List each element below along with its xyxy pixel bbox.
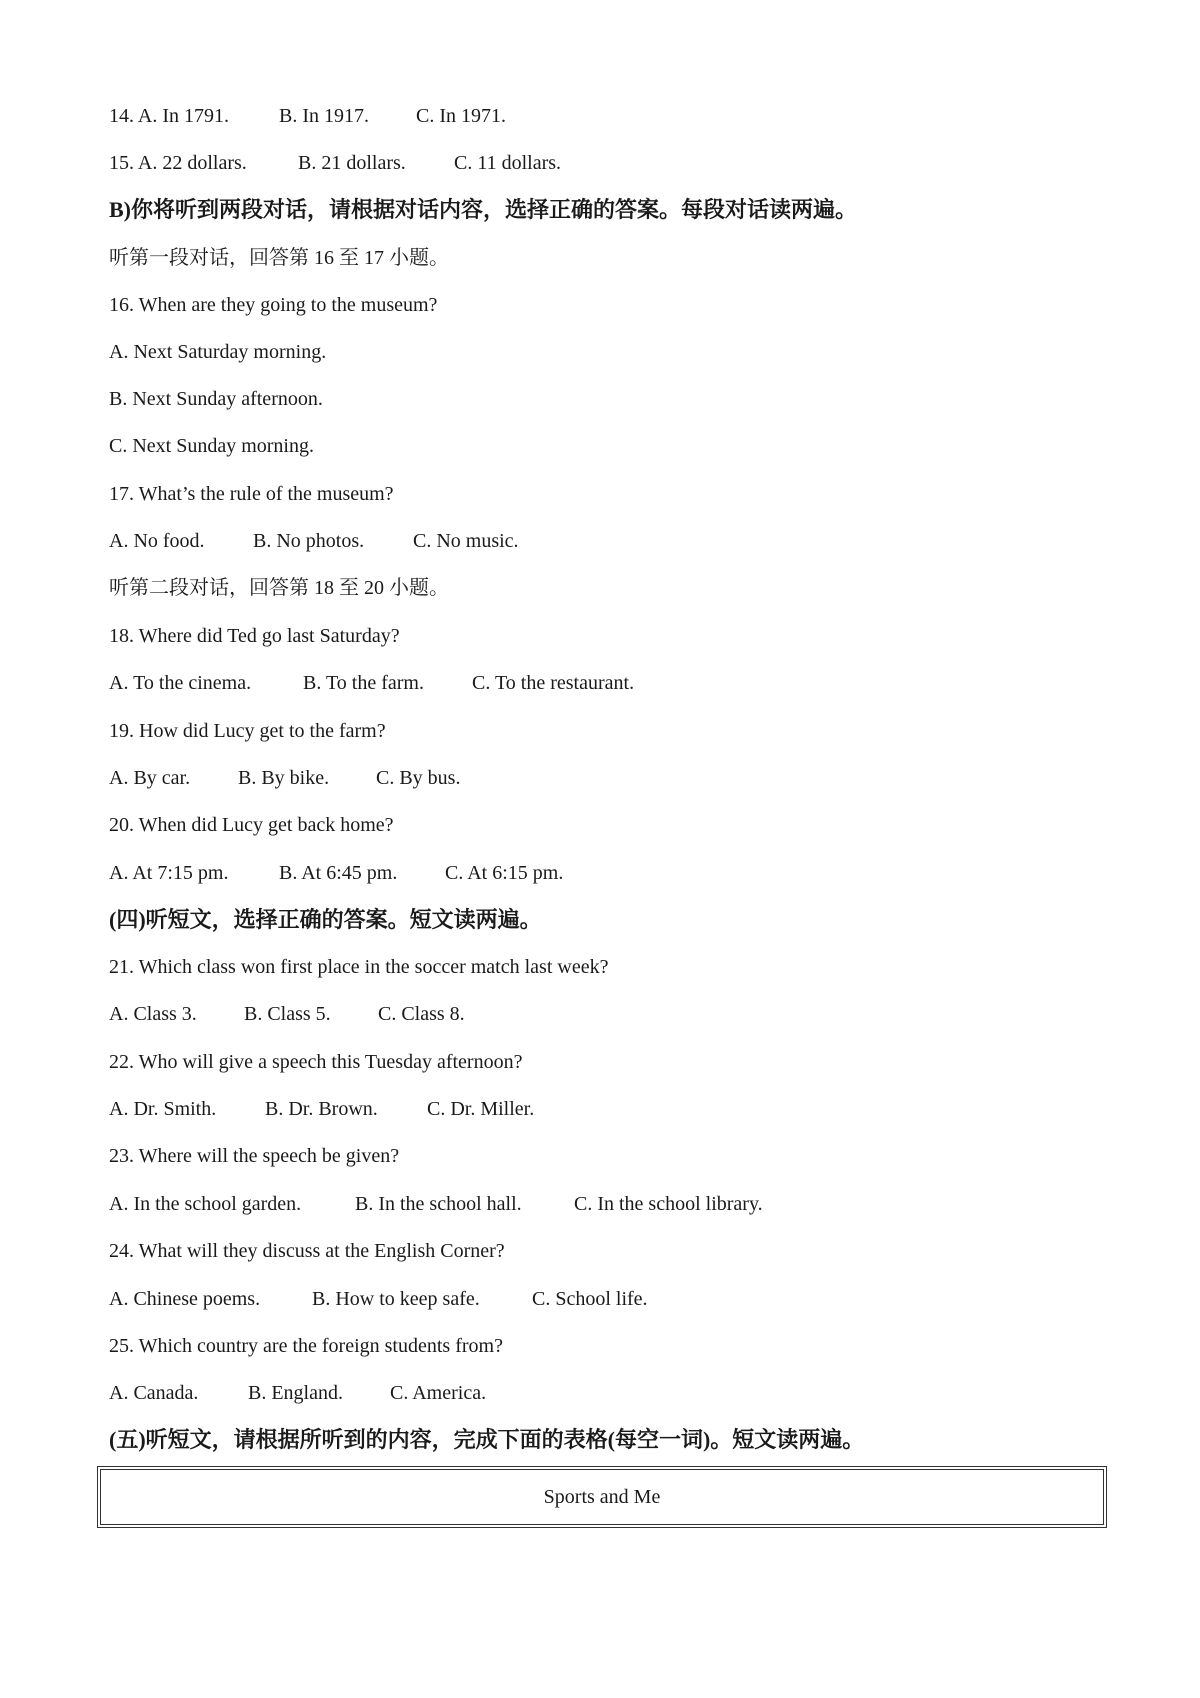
question-23-stem: 23. Where will the speech be given? (109, 1145, 400, 1167)
q18-option-c: C. To the restaurant. (472, 672, 635, 694)
dialogue-1-intro: 听第一段对话，回答第 16 至 17 小题。 (109, 247, 449, 269)
q16-option-b: B. Next Sunday afternoon. (109, 388, 323, 410)
section-b-heading: B)你将听到两段对话，请根据对话内容，选择正确的答案。每段对话读两遍。 (109, 197, 858, 222)
q23-option-a: A. In the school garden. (109, 1193, 302, 1215)
q19-option-a: A. By car. (109, 767, 191, 789)
question-17-stem: 17. What’s the rule of the museum? (109, 483, 394, 505)
sports-table (97, 1466, 1107, 1528)
q17-option-b: B. No photos. (253, 530, 365, 552)
dialogue-2-intro: 听第二段对话，回答第 18 至 20 小题。 (109, 577, 449, 599)
question-20-stem: 20. When did Lucy get back home? (109, 814, 394, 836)
q24-option-c: C. School life. (532, 1288, 648, 1310)
q20-option-b: B. At 6:45 pm. (279, 862, 398, 884)
sports-table-title: Sports and Me (543, 1486, 661, 1508)
q18-option-a: A. To the cinema. (109, 672, 252, 694)
q19-option-c: C. By bus. (376, 767, 461, 789)
q19-option-b: B. By bike. (238, 767, 330, 789)
q17-option-a: A. No food. (109, 530, 205, 552)
section-5-heading: (五)听短文，请根据所听到的内容，完成下面的表格(每空一词)。短文读两遍。 (109, 1427, 865, 1452)
question-22-stem: 22. Who will give a speech this Tuesday afternoon? (109, 1051, 523, 1073)
q20-option-a: A. At 7:15 pm. (109, 862, 229, 884)
q20-option-c: C. At 6:15 pm. (445, 862, 564, 884)
q24-option-b: B. How to keep safe. (312, 1288, 480, 1310)
question-25-stem: 25. Which country are the foreign students from? (109, 1335, 503, 1357)
question-24-stem: 24. What will they discuss at the English Corner? (109, 1240, 505, 1262)
q22-option-b: B. Dr. Brown. (265, 1098, 378, 1120)
q15-option-a: 15. A. 22 dollars. (109, 152, 247, 174)
q23-option-c: C. In the school library. (574, 1193, 763, 1215)
q14-option-a: 14. A. In 1791. (109, 105, 229, 127)
question-18-stem: 18. Where did Ted go last Saturday? (109, 625, 400, 647)
q22-option-a: A. Dr. Smith. (109, 1098, 217, 1120)
q14-option-b: B. In 1917. (279, 105, 369, 127)
q16-option-c: C. Next Sunday morning. (109, 435, 314, 457)
question-19-stem: 19. How did Lucy get to the farm? (109, 720, 386, 742)
q21-option-c: C. Class 8. (378, 1003, 465, 1025)
q25-option-b: B. England. (248, 1382, 343, 1404)
q24-option-a: A. Chinese poems. (109, 1288, 261, 1310)
q18-option-b: B. To the farm. (303, 672, 424, 694)
q15-option-b: B. 21 dollars. (298, 152, 406, 174)
q25-option-c: C. America. (390, 1382, 487, 1404)
q22-option-c: C. Dr. Miller. (427, 1098, 535, 1120)
q15-option-c: C. 11 dollars. (454, 152, 562, 174)
q23-option-b: B. In the school hall. (355, 1193, 522, 1215)
section-4-heading: (四)听短文，选择正确的答案。短文读两遍。 (109, 907, 542, 932)
q17-option-c: C. No music. (413, 530, 519, 552)
q21-option-a: A. Class 3. (109, 1003, 197, 1025)
question-16-stem: 16. When are they going to the museum? (109, 294, 438, 316)
q21-option-b: B. Class 5. (244, 1003, 331, 1025)
q14-option-c: C. In 1971. (416, 105, 506, 127)
q16-option-a: A. Next Saturday morning. (109, 341, 327, 363)
question-21-stem: 21. Which class won first place in the soccer match last week? (109, 956, 609, 978)
q25-option-a: A. Canada. (109, 1382, 199, 1404)
